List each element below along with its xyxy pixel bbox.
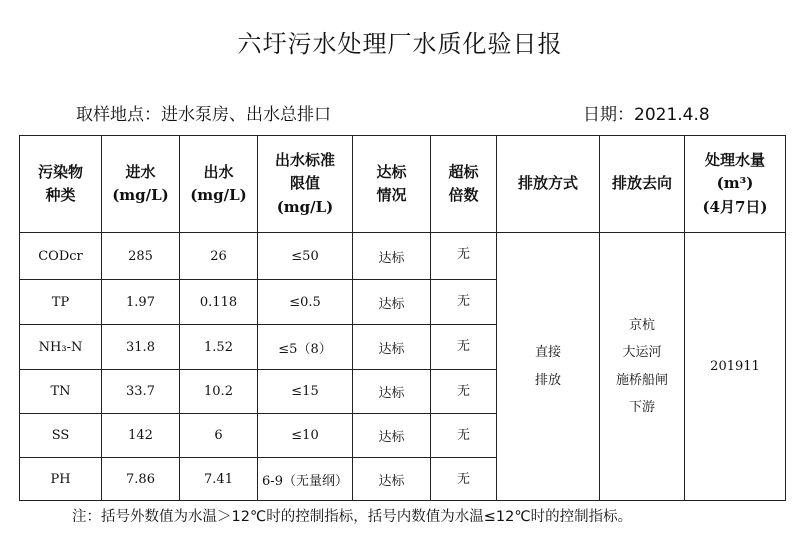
table-row xyxy=(20,233,786,280)
status-value: 达标 xyxy=(353,370,431,414)
exceed-value: 无 xyxy=(431,414,497,458)
table-header-row xyxy=(20,136,786,233)
outflow-value: 10.2 xyxy=(180,370,258,414)
inflow-value: 1.97 xyxy=(102,280,180,325)
header-method: 排放方式 xyxy=(497,136,600,233)
status-value: 达标 xyxy=(353,414,431,458)
status-value: 达标 xyxy=(353,233,431,280)
inflow-value: 33.7 xyxy=(102,370,180,414)
limit-value: ≤10 xyxy=(258,414,353,458)
exceed-value: 无 xyxy=(431,280,497,325)
pollutant-name: NH₃-N xyxy=(20,325,102,370)
pollutant-name: TP xyxy=(20,280,102,325)
footnote: 注：括号外数值为水温＞12℃时的控制指标，括号内数值为水温≤12℃时的控制指标。 xyxy=(72,509,633,525)
outflow-value: 26 xyxy=(180,233,258,280)
inflow-value: 31.8 xyxy=(102,325,180,370)
pollutant-name: PH xyxy=(20,458,102,501)
status-value: 达标 xyxy=(353,458,431,501)
limit-value: ≤0.5 xyxy=(258,280,353,325)
header-pollutant: 污染物 种类 xyxy=(20,136,102,233)
report-title: 六圩污水处理厂水质化验日报 xyxy=(237,30,563,58)
water-quality-table xyxy=(19,135,786,501)
pollutant-name: SS xyxy=(20,414,102,458)
status-value: 达标 xyxy=(353,325,431,370)
outflow-value: 6 xyxy=(180,414,258,458)
header-destination: 排放去向 xyxy=(600,136,685,233)
header-status: 达标 情况 xyxy=(353,136,431,233)
header-outflow: 出水 (mg/L) xyxy=(180,136,258,233)
pollutant-name: TN xyxy=(20,370,102,414)
report-date: 日期：2021.4.8 xyxy=(583,105,710,125)
inflow-value: 285 xyxy=(102,233,180,280)
exceed-value: 无 xyxy=(431,458,497,501)
discharge-method: 直接 排放 xyxy=(497,233,600,501)
exceed-value: 无 xyxy=(431,325,497,370)
status-value: 达标 xyxy=(353,280,431,325)
header-inflow: 进水 (mg/L) xyxy=(102,136,180,233)
outflow-value: 7.41 xyxy=(180,458,258,501)
inflow-value: 7.86 xyxy=(102,458,180,501)
limit-value: ≤50 xyxy=(258,233,353,280)
header-exceed: 超标 倍数 xyxy=(431,136,497,233)
sampling-location: 取样地点：进水泵房、出水总排口 xyxy=(76,105,331,125)
exceed-value: 无 xyxy=(431,233,497,280)
exceed-value: 无 xyxy=(431,370,497,414)
outflow-value: 1.52 xyxy=(180,325,258,370)
header-volume: 处理水量 (m³) (4月7日) xyxy=(685,136,786,233)
treated-volume: 201911 xyxy=(685,233,786,501)
limit-value: ≤5（8） xyxy=(258,325,353,370)
pollutant-name: CODcr xyxy=(20,233,102,280)
limit-value: ≤15 xyxy=(258,370,353,414)
limit-value: 6-9（无量纲） xyxy=(258,458,353,501)
discharge-destination: 京杭 大运河 施桥船闸 下游 xyxy=(600,233,685,501)
outflow-value: 0.118 xyxy=(180,280,258,325)
header-limit: 出水标准 限值 (mg/L) xyxy=(258,136,353,233)
inflow-value: 142 xyxy=(102,414,180,458)
